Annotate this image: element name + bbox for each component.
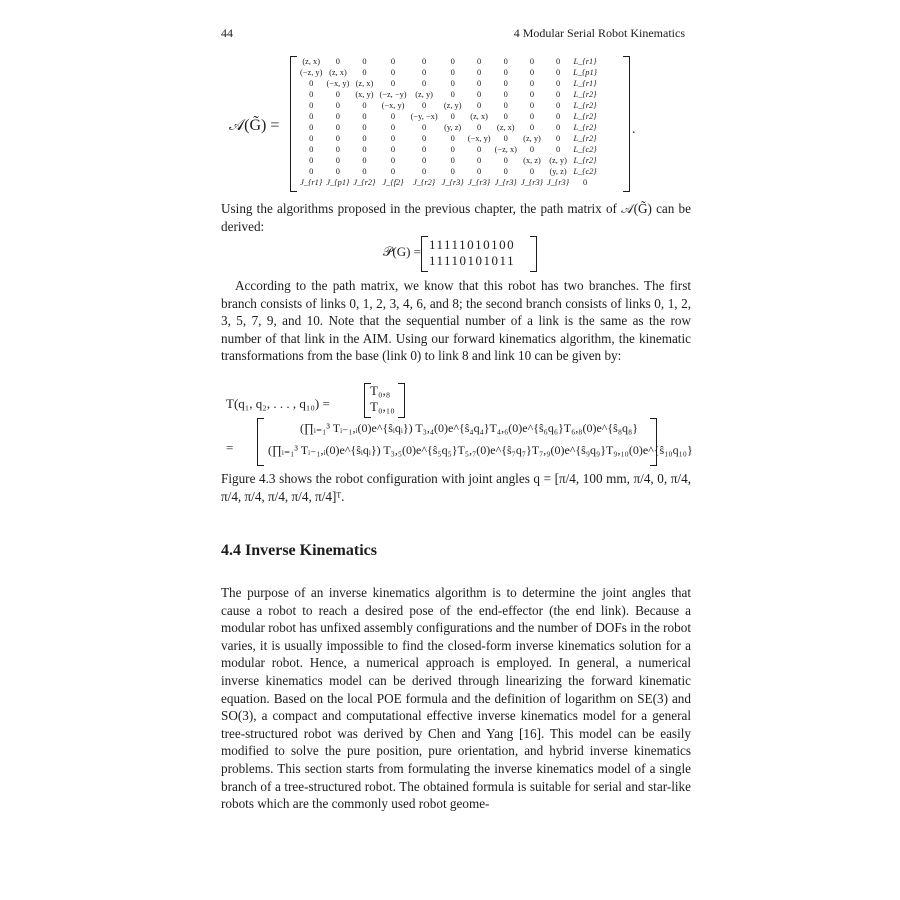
- matrix-cell: 0: [390, 123, 396, 132]
- path-row-1: 11111010100: [429, 237, 516, 252]
- fk-rhs-right-bracket: [650, 418, 657, 466]
- fk-equals: =: [226, 440, 234, 455]
- matrix-cell: 0: [555, 112, 561, 121]
- matrix-row: [298, 100, 599, 111]
- matrix-cell: 0: [503, 79, 508, 88]
- matrix-cell: 0: [450, 57, 455, 66]
- fk-vector: [370, 383, 395, 415]
- matrix-cell: (−z, y): [300, 68, 323, 77]
- matrix-cell: 0: [555, 123, 561, 132]
- matrix-cell: 0: [422, 167, 427, 176]
- matrix-cell: (z, y): [523, 134, 541, 143]
- matrix-cell: 0: [450, 112, 455, 121]
- matrix-cell: (z, y): [549, 156, 567, 165]
- matrix-cell: J_{r2}: [413, 178, 436, 187]
- matrix-cell: L_{r2}: [573, 156, 597, 165]
- matrix-cell: 0: [503, 167, 508, 176]
- matrix-row: [298, 89, 599, 100]
- matrix-cell: 0: [422, 68, 427, 77]
- matrix-cell: 0: [362, 101, 367, 110]
- matrix-cell: (−x, y): [326, 79, 350, 88]
- matrix-cell: 0: [309, 90, 314, 99]
- matrix-cell: 0: [555, 101, 561, 110]
- matrix-cell: 0: [422, 156, 427, 165]
- matrix-cell: 0: [529, 79, 535, 88]
- matrix-cell: 0: [362, 123, 367, 132]
- matrix-cell: 0: [309, 123, 314, 132]
- path-left-bracket: [421, 236, 428, 272]
- matrix-cell: 0: [335, 167, 340, 176]
- matrix-cell: L_{c2}: [573, 167, 597, 176]
- matrix-cell: (−z, −y): [379, 90, 407, 99]
- matrix-row: [298, 56, 599, 67]
- matrix-cell: L_{r2}: [573, 90, 597, 99]
- matrix-cell: 0: [477, 167, 482, 176]
- matrix-cell: 0: [390, 112, 396, 121]
- matrix-cell: L_{r2}: [573, 123, 597, 132]
- path-matrix: [429, 237, 515, 269]
- matrix-cell: 0: [362, 145, 367, 154]
- matrix-cell: 0: [555, 68, 561, 77]
- matrix-cell: J_{r3}: [520, 178, 544, 187]
- matrix-cell: L_{p1}: [573, 68, 598, 77]
- matrix-cell: 0: [555, 90, 561, 99]
- matrix-left-bracket: [290, 56, 297, 192]
- path-right-bracket: [530, 236, 537, 272]
- matrix-cell: J_{r2}: [353, 178, 376, 187]
- matrix-cell: 0: [582, 178, 588, 187]
- matrix-cell: 0: [390, 79, 396, 88]
- fk-t010: T₀,₁₀: [370, 399, 395, 414]
- matrix-cell: 0: [450, 90, 455, 99]
- matrix-cell: 0: [477, 145, 482, 154]
- matrix-cell: (−z, x): [494, 145, 517, 154]
- matrix-cell: 0: [422, 145, 427, 154]
- fk-lhs: T(q₁, q₂, . . . , q₁₀) =: [226, 396, 330, 411]
- matrix-cell: 0: [477, 123, 482, 132]
- matrix-cell: 0: [555, 145, 561, 154]
- matrix-cell: 0: [529, 145, 535, 154]
- page-number: 44: [221, 26, 233, 40]
- matrix-cell: 0: [503, 112, 508, 121]
- matrix-cell: 0: [309, 134, 314, 143]
- matrix-cell: 0: [450, 145, 455, 154]
- matrix-cell: L_{r2}: [573, 112, 597, 121]
- matrix-cell: J_{f2}: [382, 178, 404, 187]
- fk-branch-1: (∏ᵢ₌₁³ Tᵢ₋₁,ᵢ(0)e^{ŝᵢqᵢ}) T₃,₄(0)e^{ŝ₄q₄}T₄,₆(0)e^{ŝ₆q₆}T₆,₈(0)e^{ŝ₈q₈}: [300, 421, 638, 435]
- matrix-cell: 0: [362, 156, 367, 165]
- matrix-cell: 0: [422, 79, 427, 88]
- fk-rhs-left-bracket: [257, 418, 264, 466]
- matrix-cell: L_{r1}: [573, 79, 597, 88]
- matrix-cell: (−x, y): [467, 134, 491, 143]
- matrix-right-bracket: [623, 56, 630, 192]
- matrix-cell: 0: [422, 134, 427, 143]
- matrix-cell: L_{r1}: [573, 57, 597, 66]
- paragraph-ik-intro: The purpose of an inverse kinematics algorithm is to determine the joint angles that cause a robot to reach a desired pose of the end-effector (the end link). Because a modular robot has unfixed assembly configurations and the number of DOFs in the robot varies, it is usually impossible to find the closed-form inverse kinematics solution for a modular robot. Hence, a numerical approach is employed. In general, a numerical inverse kinematics model can be derived through linearizing the forward kinematic equation. Based on the local POE formula and the definition of logarithm on SE(3) and SO(3), a compact and computational effective inverse kinematics model for a general tree-structured robot was derived by Chen and Yang [16]. This model can be easily modified to solve the pure position, pure orientation, and hybrid inverse kinematics problems. This section starts from formulating the inverse kinematics model of a single branch of a tree-structured robot. The obtained formula is suitable for serial and star-like robots which are the commonly used robot geome-: [221, 585, 691, 812]
- paragraph-branches: According to the path matrix, we know that this robot has two branches. The first branch consists of links 0, 1, 2, 3, 4, 6, and 8; the second branch consists of links 0, 1, 2, 3, 5, 7, 9, and 10. Note that the sequential number of a link is the same as the row number of that link in the AIM. Using our forward kinematics algorithm, the kinematic transformations from the base (link 0) to link 8 and link 10 can be given by:: [221, 278, 691, 364]
- matrix-cell: 0: [390, 167, 396, 176]
- matrix-cell: 0: [390, 134, 396, 143]
- matrix-cell: 0: [309, 112, 314, 121]
- matrix-cell: 0: [555, 134, 561, 143]
- matrix-cell: 0: [309, 156, 314, 165]
- matrix-cell: 0: [477, 156, 482, 165]
- matrix-cell: 0: [450, 79, 455, 88]
- paragraph-figure-ref: Figure 4.3 shows the robot configuration with joint angles q = [π/4, 100 mm, π/4, 0, π/4, π/4, π/4, π/4, π/4, π/4]ᵀ.: [221, 471, 691, 504]
- matrix-cell: 0: [335, 134, 340, 143]
- matrix-cell: 0: [529, 101, 535, 110]
- running-header: 4 Modular Serial Robot Kinematics: [513, 26, 685, 40]
- matrix-cell: 0: [390, 145, 396, 154]
- matrix-cell: 0: [555, 79, 561, 88]
- matrix-row: [298, 78, 599, 89]
- matrix-cell: 0: [477, 101, 482, 110]
- matrix-cell: 0: [529, 112, 535, 121]
- matrix-cell: (x, y): [355, 90, 374, 99]
- aim-label: 𝒜(G̃) =: [229, 117, 280, 134]
- matrix-cell: (z, x): [355, 79, 374, 88]
- matrix-cell: 0: [335, 123, 340, 132]
- matrix-cell: J_{p1}: [326, 178, 350, 187]
- matrix-cell: 0: [362, 134, 367, 143]
- matrix-row: [298, 177, 599, 188]
- matrix-cell: J_{r3}: [547, 178, 570, 187]
- matrix-cell: 0: [335, 101, 340, 110]
- matrix-cell: 0: [335, 156, 340, 165]
- matrix-cell: (y, z): [549, 167, 567, 176]
- matrix-period: .: [632, 122, 636, 137]
- matrix-cell: 0: [422, 57, 427, 66]
- matrix-cell: J_{r3}: [441, 178, 464, 187]
- matrix-cell: 0: [390, 57, 396, 66]
- matrix-cell: J_{r3}: [494, 178, 517, 187]
- matrix-row: [298, 67, 599, 78]
- matrix-cell: (z, x): [302, 57, 321, 66]
- matrix-cell: 0: [335, 57, 340, 66]
- matrix-cell: 0: [309, 79, 314, 88]
- matrix-cell: 0: [362, 167, 367, 176]
- matrix-row: [298, 166, 599, 177]
- matrix-cell: 0: [390, 68, 396, 77]
- matrix-cell: 0: [529, 68, 535, 77]
- paragraph-path-intro: Using the algorithms proposed in the previous chapter, the path matrix of 𝒜(G̃) can be derived:: [221, 201, 691, 234]
- matrix-cell: 0: [503, 134, 508, 143]
- matrix-cell: 0: [477, 68, 482, 77]
- matrix-cell: L_{r2}: [573, 134, 597, 143]
- matrix-cell: 0: [503, 101, 508, 110]
- section-title: 4.4 Inverse Kinematics: [221, 542, 377, 559]
- matrix-cell: 0: [362, 112, 367, 121]
- matrix-cell: 0: [450, 167, 455, 176]
- matrix-cell: (−y, −x): [410, 112, 438, 121]
- matrix-row: [298, 155, 599, 166]
- matrix-cell: 0: [529, 90, 535, 99]
- matrix-cell: 0: [309, 145, 314, 154]
- matrix-cell: J_{r3}: [468, 178, 491, 187]
- matrix-cell: 0: [555, 57, 561, 66]
- matrix-cell: 0: [309, 167, 314, 176]
- path-row-2: 11110101011: [429, 253, 516, 268]
- matrix-cell: (−x, y): [381, 101, 405, 110]
- matrix-cell: 0: [390, 156, 396, 165]
- matrix-cell: 0: [477, 79, 482, 88]
- matrix-cell: 0: [309, 101, 314, 110]
- matrix-cell: (z, x): [470, 112, 488, 121]
- matrix-cell: 0: [450, 134, 455, 143]
- matrix-cell: 0: [335, 90, 340, 99]
- matrix-row: [298, 144, 599, 155]
- matrix-cell: 0: [422, 101, 427, 110]
- matrix-cell: 0: [335, 145, 340, 154]
- matrix-cell: 0: [335, 112, 340, 121]
- matrix-cell: 0: [362, 68, 367, 77]
- matrix-cell: 0: [477, 57, 482, 66]
- matrix-cell: (z, y): [443, 101, 462, 110]
- matrix-cell: L_{r2}: [573, 101, 597, 110]
- matrix-cell: (z, x): [329, 68, 347, 77]
- fk-t08: T₀,₈: [370, 383, 391, 398]
- matrix-cell: 0: [477, 90, 482, 99]
- matrix-cell: (y, z): [444, 123, 462, 132]
- matrix-cell: 0: [503, 57, 508, 66]
- matrix-cell: 0: [503, 68, 508, 77]
- fk-vec-right-bracket: [398, 383, 405, 418]
- matrix-cell: 0: [503, 156, 508, 165]
- matrix-row: [298, 122, 599, 133]
- matrix-cell: 0: [503, 90, 508, 99]
- matrix-cell: 0: [422, 123, 427, 132]
- matrix-cell: 0: [529, 167, 535, 176]
- aim-matrix: [298, 56, 599, 188]
- matrix-cell: L_{c2}: [573, 145, 597, 154]
- matrix-row: [298, 133, 599, 144]
- matrix-cell: 0: [362, 57, 367, 66]
- path-matrix-label: 𝒫(G) =: [383, 244, 422, 259]
- matrix-cell: (z, y): [415, 90, 433, 99]
- fk-branch-2: (∏ᵢ₌₁³ Tᵢ₋₁,ᵢ(0)e^{ŝᵢqᵢ}) T₃,₅(0)e^{ŝ₅q₅}T₅,₇(0)e^{ŝ₇q₇}T₇,₉(0)e^{ŝ₉q₉}T₉,₁₀(0)e^{ŝ₁₀q₁₀}: [268, 443, 693, 457]
- matrix-cell: (z, x): [496, 123, 515, 132]
- matrix-cell: 0: [529, 123, 535, 132]
- matrix-row: [298, 111, 599, 122]
- matrix-cell: 0: [450, 156, 455, 165]
- matrix-cell: 0: [450, 68, 455, 77]
- matrix-cell: 0: [529, 57, 535, 66]
- matrix-cell: (x, z): [523, 156, 541, 165]
- matrix-cell: J_{r1}: [300, 178, 323, 187]
